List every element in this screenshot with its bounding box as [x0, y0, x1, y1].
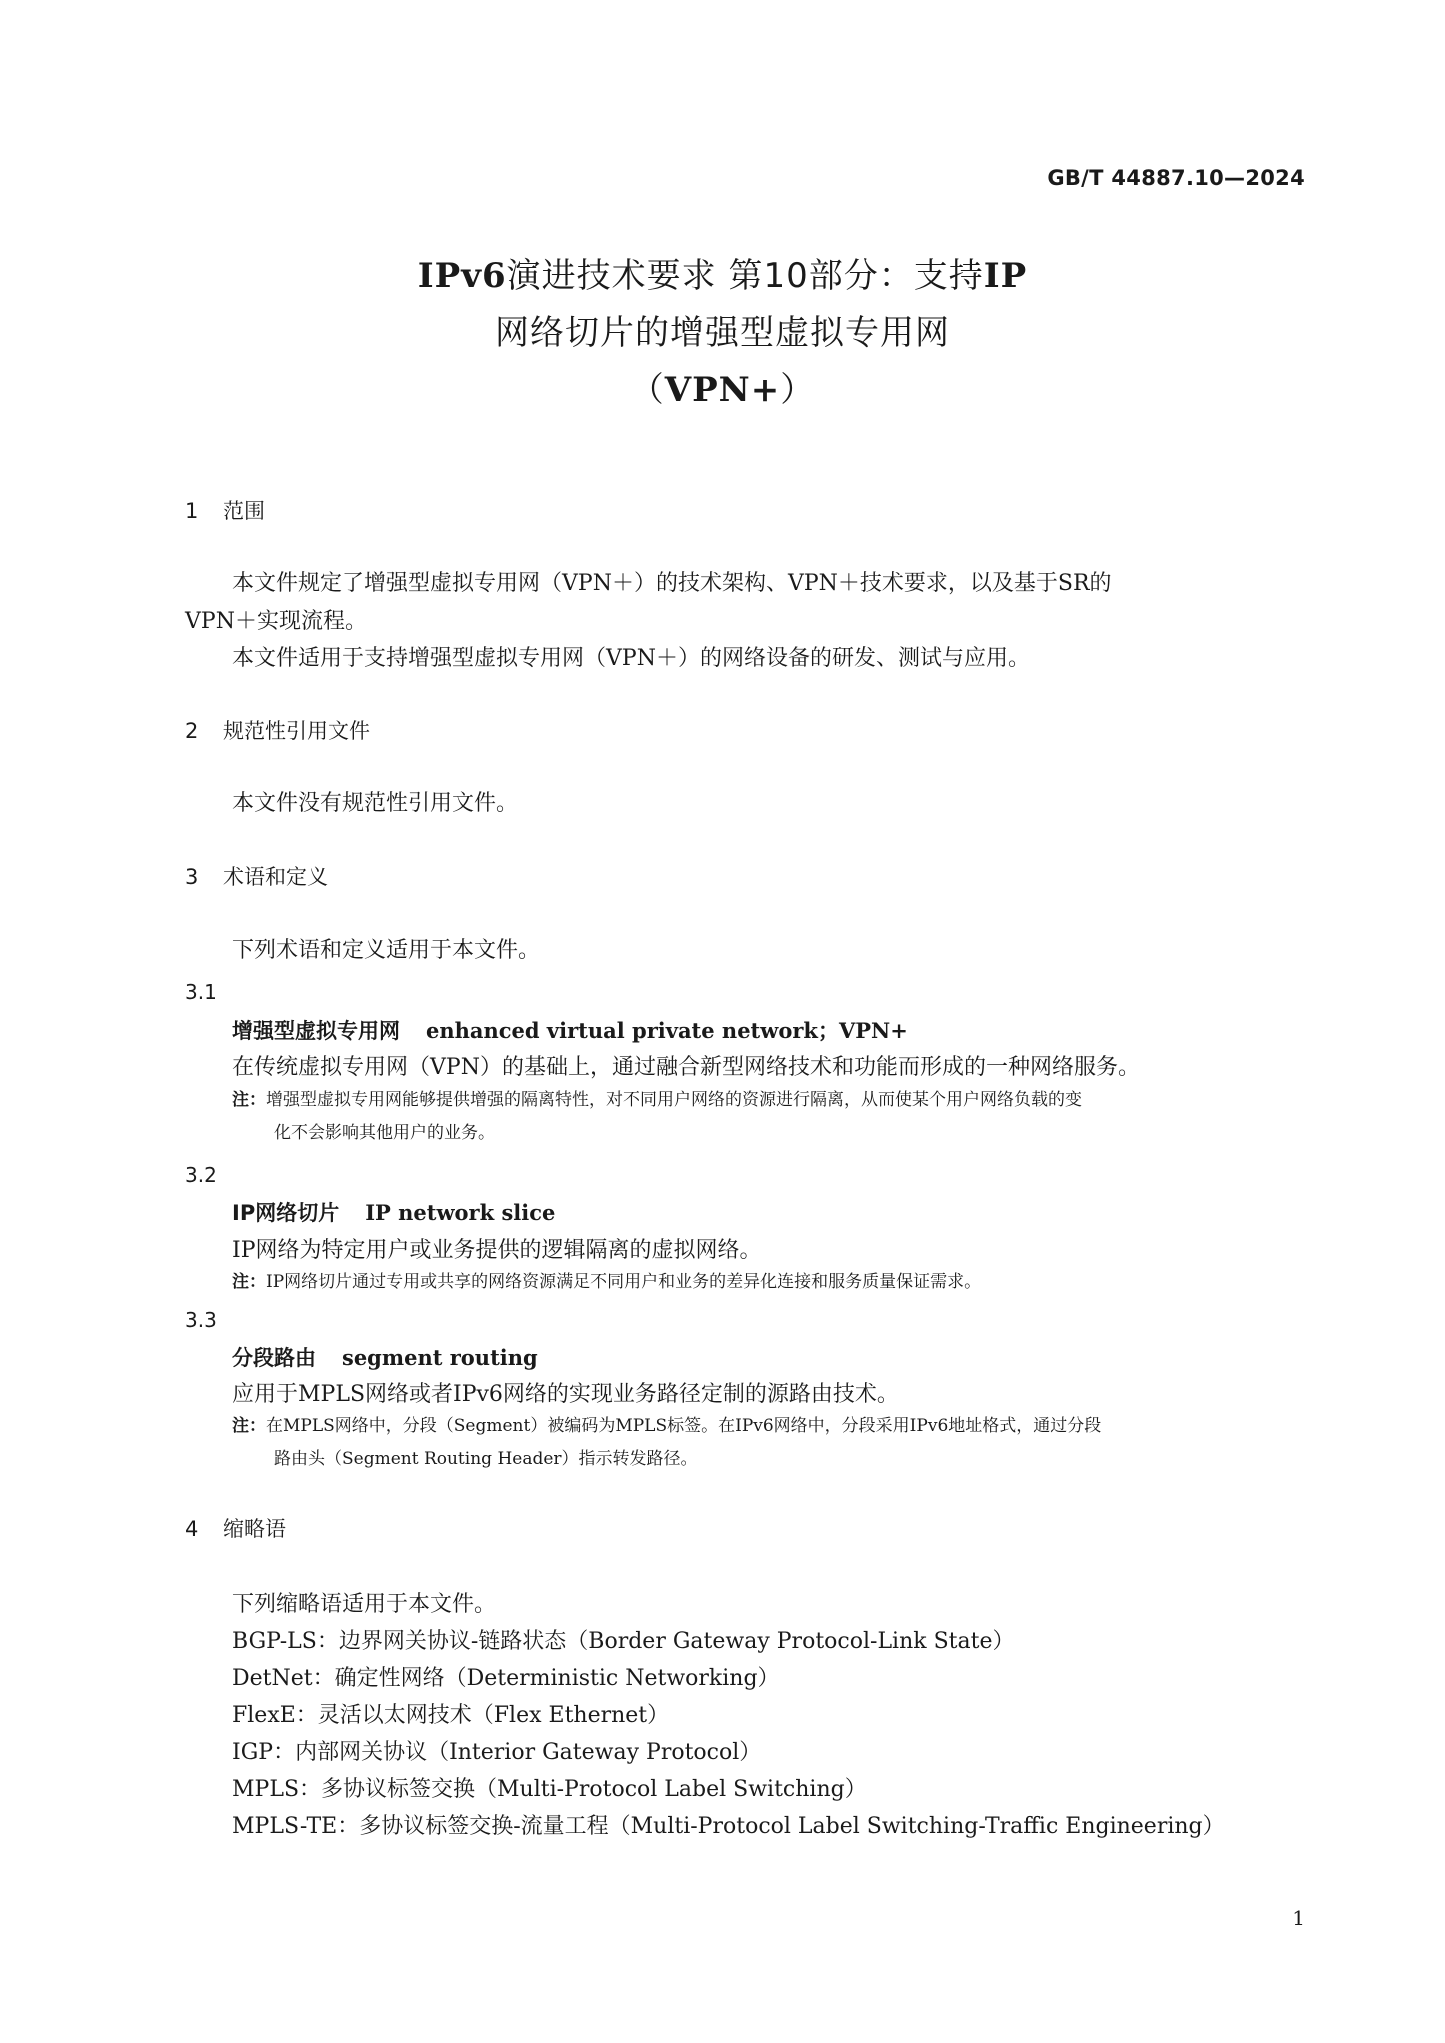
section-number: 2	[185, 719, 199, 743]
term-definition: IP网络为特定用户或业务提供的逻辑隔离的虚拟网络。	[232, 1238, 762, 1263]
section-title: 范围	[223, 499, 265, 523]
section-number: 3	[185, 865, 199, 889]
paragraph: 下列术语和定义适用于本文件。	[232, 938, 541, 963]
title-line-2: 网络切片的增强型虚拟专用网	[495, 313, 950, 353]
section-heading-1	[185, 495, 265, 525]
term-en: enhanced virtual private network；VPN+	[426, 1018, 908, 1043]
note-label: 注：	[232, 1416, 266, 1436]
title-part: 演进技术要求 第10部分：支持	[506, 256, 984, 296]
section-title: 缩略语	[223, 1517, 286, 1541]
section-number: 1	[185, 499, 199, 523]
term-title	[232, 1197, 555, 1227]
paragraph: 下列缩略语适用于本文件。	[232, 1592, 497, 1617]
term-title	[232, 1342, 538, 1372]
term-number: 3.2	[185, 1163, 217, 1187]
note-text: 路由头（Segment Routing Header）指示转发路径。	[274, 1449, 698, 1469]
term-number: 3.1	[185, 980, 217, 1004]
term-definition: 在传统虚拟专用网（VPN）的基础上，通过融合新型网络技术和功能而形成的一种网络服务。	[232, 1055, 1140, 1080]
title-part: IP	[983, 256, 1028, 296]
note-text: IP网络切片通过专用或共享的网络资源满足不同用户和业务的差异化连接和服务质量保证需求。	[266, 1272, 982, 1292]
title-part: VPN+	[664, 370, 781, 410]
page-number: 1	[1292, 1906, 1305, 1930]
section-heading-4	[185, 1513, 286, 1543]
term-zh: 分段路由	[232, 1346, 316, 1370]
paragraph: 本文件没有规范性引用文件。	[232, 791, 519, 816]
title-part: （	[629, 370, 665, 410]
title-part: IPv6	[417, 256, 507, 296]
note-label: 注：	[232, 1090, 266, 1110]
term-en: IP network slice	[365, 1200, 556, 1225]
paragraph-line: VPN＋实现流程。	[185, 609, 367, 634]
term-zh: 增强型虚拟专用网	[232, 1019, 400, 1043]
section-heading-3	[185, 861, 328, 891]
term-definition: 应用于MPLS网络或者IPv6网络的实现业务路径定制的源路由技术。	[232, 1382, 899, 1407]
section-title: 术语和定义	[223, 865, 328, 889]
abbreviation-item: IGP：内部网关协议（Interior Gateway Protocol）	[232, 1740, 762, 1765]
note-text: 在MPLS网络中，分段（Segment）被编码为MPLS标签。在IPv6网络中，分段采用IPv6地址格式，通过分段	[266, 1416, 1102, 1436]
paragraph: 本文件适用于支持增强型虚拟专用网（VPN＋）的网络设备的研发、测试与应用。	[232, 646, 1030, 671]
abbreviation-item: FlexE：灵活以太网技术（Flex Ethernet）	[232, 1703, 670, 1728]
term-number: 3.3	[185, 1308, 217, 1332]
note-text: 增强型虚拟专用网能够提供增强的隔离特性，对不同用户网络的资源进行隔离，从而使某个用户网络负载的变	[266, 1090, 1082, 1110]
section-heading-2	[185, 715, 370, 745]
section-title: 规范性引用文件	[223, 719, 370, 743]
standard-code: GB/T 44887.10—2024	[1047, 166, 1305, 190]
term-note	[232, 1266, 1305, 1299]
abbreviation-item: MPLS-TE：多协议标签交换-流量工程（Multi-Protocol Label Switching-Traffic Engineering）	[232, 1814, 1225, 1839]
title-part: ）	[780, 370, 816, 410]
paragraph	[185, 565, 1305, 641]
paragraph-line: 本文件规定了增强型虚拟专用网（VPN＋）的技术架构、VPN＋技术要求，以及基于SR的	[232, 571, 1112, 596]
term-en: segment routing	[342, 1345, 538, 1370]
note-text: 化不会影响其他用户的业务。	[274, 1123, 495, 1143]
abbreviation-item: DetNet：确定性网络（Deterministic Networking）	[232, 1666, 780, 1691]
term-zh: IP网络切片	[232, 1201, 340, 1225]
section-number: 4	[185, 1517, 199, 1541]
term-note	[232, 1410, 1305, 1476]
abbreviation-item: MPLS：多协议标签交换（Multi-Protocol Label Switching）	[232, 1777, 867, 1802]
term-note	[232, 1084, 1305, 1150]
note-label: 注：	[232, 1272, 266, 1292]
term-title	[232, 1015, 908, 1045]
abbreviation-item: BGP-LS：边界网关协议-链路状态（Border Gateway Protocol-Link State）	[232, 1629, 1015, 1654]
